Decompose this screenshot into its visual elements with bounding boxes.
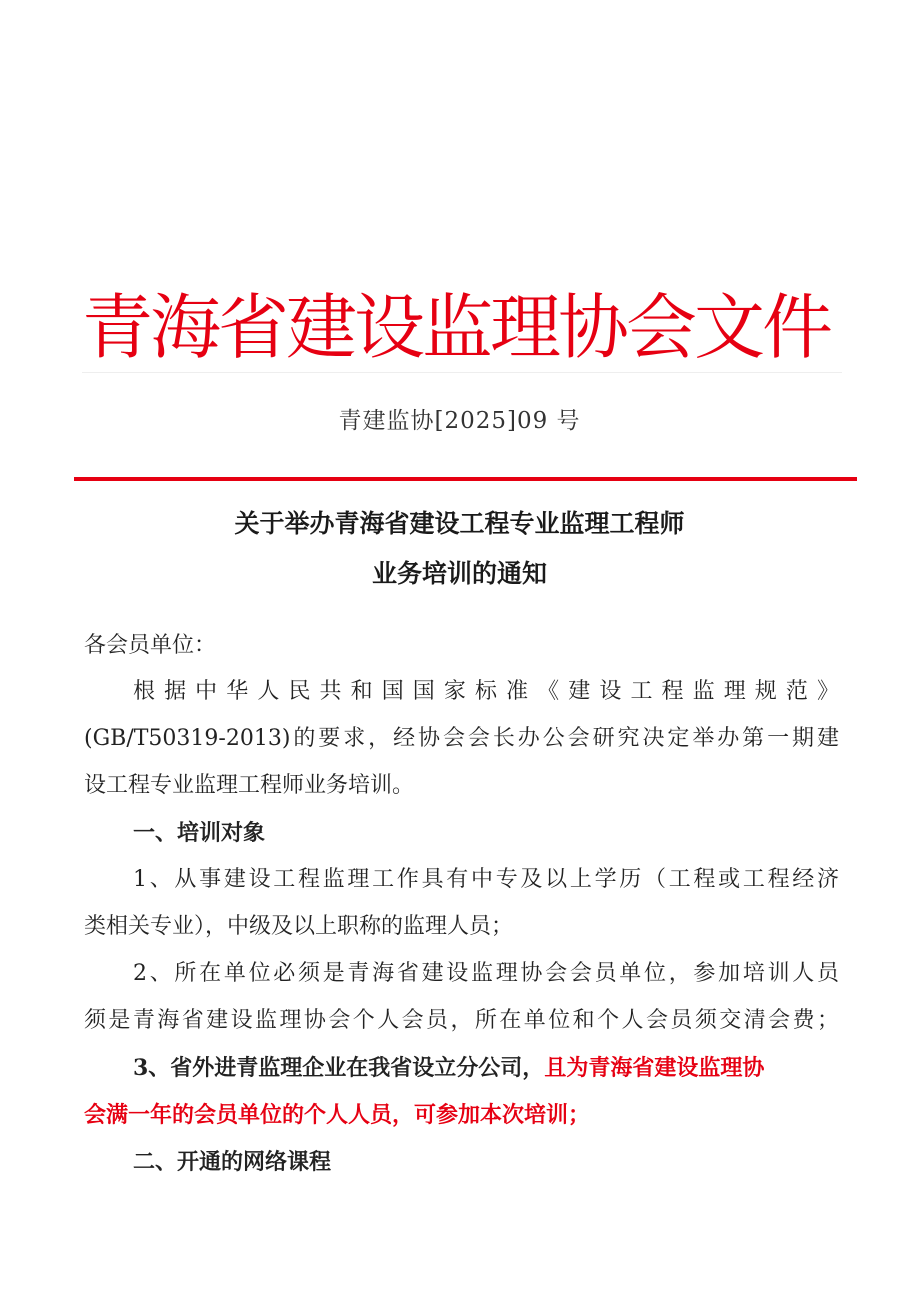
section-1-item-1-line-2: 类相关专业），中级及以上职称的监理人员； <box>84 914 514 939</box>
org-document-title: 青海省建设监理协会文件 <box>82 286 831 369</box>
notice-title-line-2: 业务培训的通知 <box>371 559 547 588</box>
document-number: 青建监协[2025]09 号 <box>338 408 581 434</box>
section-1-heading: 一、培训对象 <box>133 820 266 846</box>
section-1-item-3-line-1 <box>133 1053 839 1083</box>
notice-title-line-1: 关于举办青海省建设工程专业监理工程师 <box>234 509 685 538</box>
header-underline <box>82 372 842 373</box>
intro-paragraph-line-3: 设工程专业监理工程师业务培训。 <box>84 773 415 798</box>
section-1-item-2-line-2: 须是青海省建设监理协会个人会员，所在单位和个人会员须交清会费； <box>84 1008 839 1033</box>
red-divider-rule <box>74 477 857 481</box>
item-3-text-black: 3、省外进青监理企业在我省设立分公司， <box>133 1055 545 1081</box>
section-1-item-3-line-2: 会满一年的会员单位的个人人员，可参加本次培训； <box>84 1102 591 1128</box>
intro-paragraph-line-2: (GB/T50319-2013)的要求，经协会会长办公会研究决定举办第一期建 <box>84 726 839 751</box>
section-1-item-1-line-1: 1、从事建设工程监理工作具有中专及以上学历（工程或工程经济 <box>133 867 839 892</box>
item-3-text-red: 且为青海省建设监理协 <box>544 1055 765 1081</box>
section-2-heading: 二、开通的网络课程 <box>133 1149 332 1175</box>
intro-paragraph-line-1: 根据中华人民共和国国家标准《建设工程监理规范》 <box>133 679 839 704</box>
salutation: 各会员单位： <box>84 633 217 658</box>
section-1-item-2-line-1: 2、所在单位必须是青海省建设监理协会会员单位，参加培训人员 <box>133 961 839 986</box>
